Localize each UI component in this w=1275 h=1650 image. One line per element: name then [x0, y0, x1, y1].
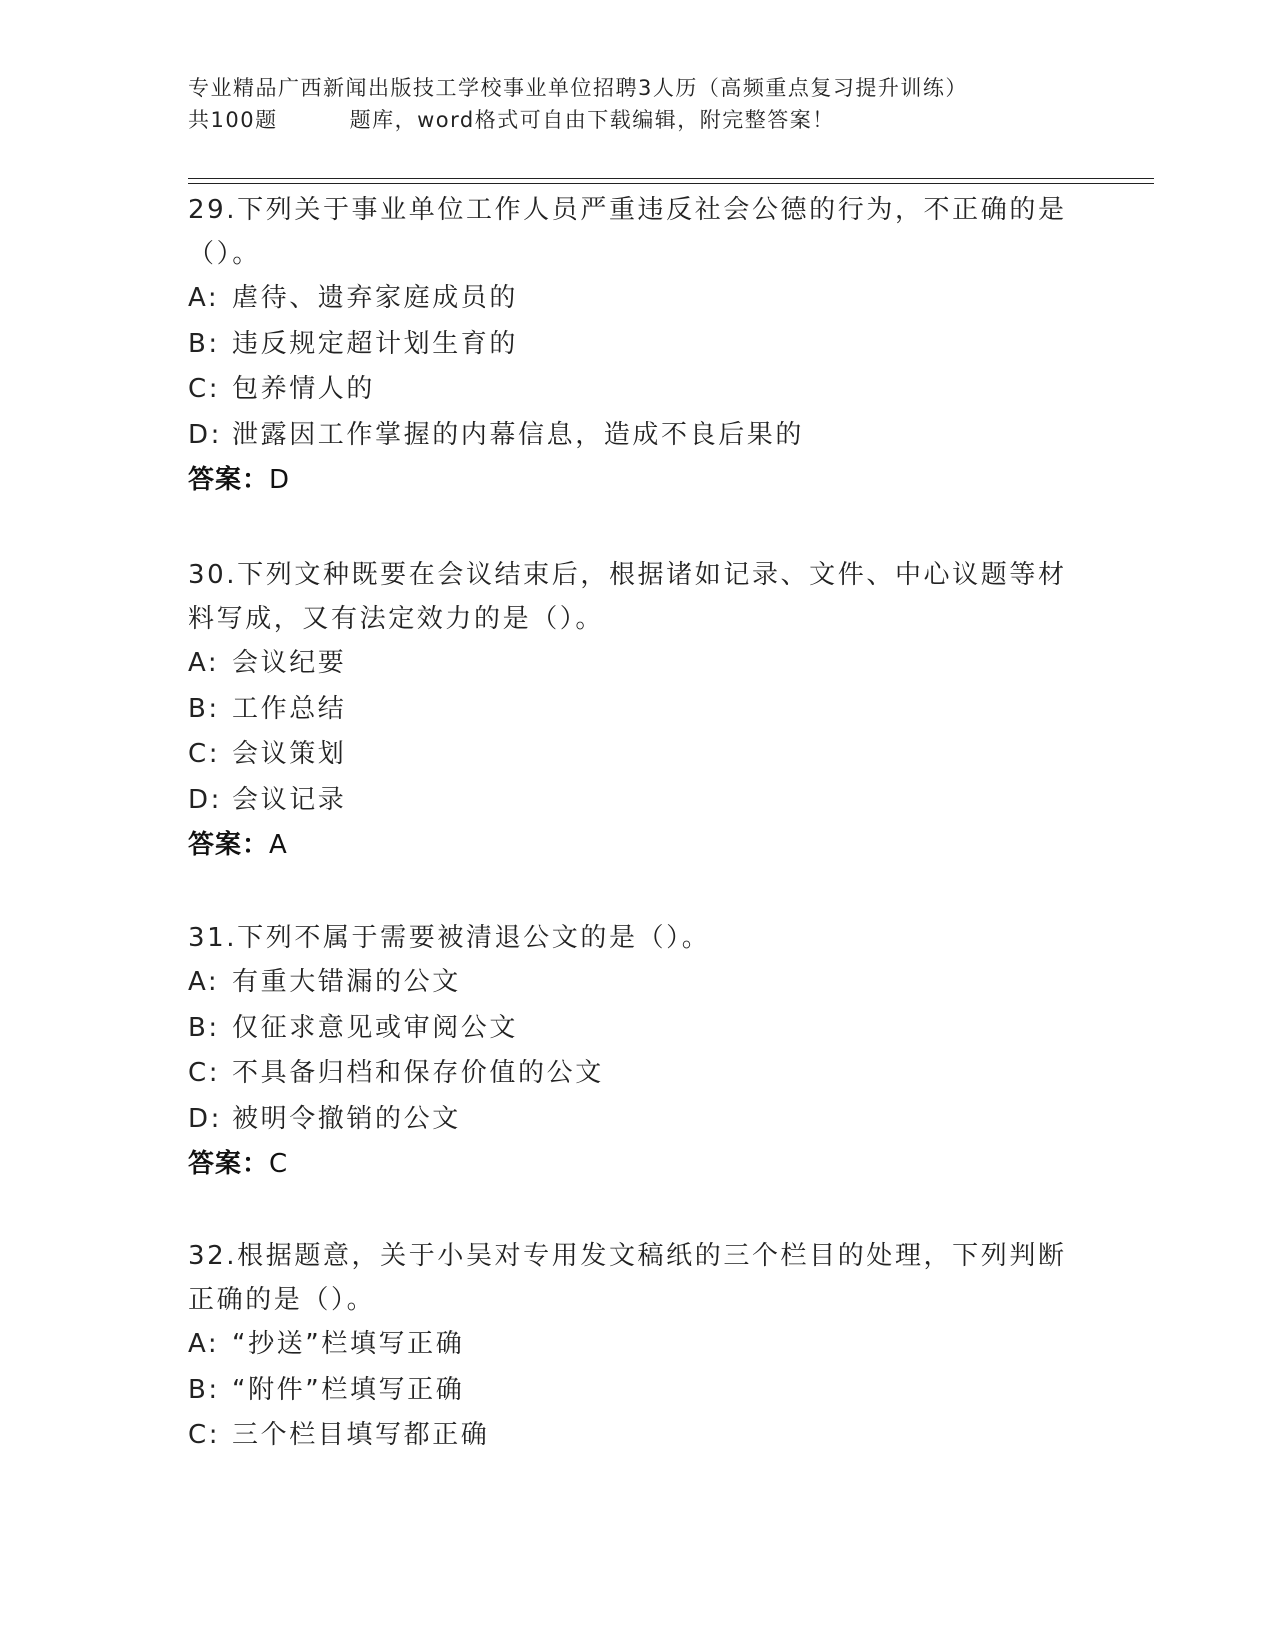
option-key: B:	[188, 693, 220, 724]
option-key: D:	[188, 1103, 222, 1134]
question-31	[188, 916, 1088, 1187]
option-text: 会议策划	[232, 739, 347, 769]
option-text: 虐待、遗弃家庭成员的	[232, 283, 519, 313]
document-header	[188, 72, 1088, 136]
header-rule-bottom	[188, 183, 1154, 184]
answer-line	[188, 458, 1088, 503]
option-b	[188, 1368, 1088, 1414]
option-key: A:	[188, 283, 220, 313]
option-text: 工作总结	[232, 693, 347, 724]
option-text: 违反规定超计划生育的	[232, 328, 519, 359]
option-key: C:	[188, 739, 221, 769]
option-text: 有重大错漏的公文	[232, 967, 461, 997]
header-subtitle-line	[188, 104, 1088, 136]
option-a	[188, 276, 1088, 322]
question-stem: 31.下列不属于需要被清退公文的是（）。	[188, 923, 711, 953]
answer-label: 答案：	[188, 830, 270, 860]
header-title-line: 专业精品广西新闻出版技工学校事业单位招聘3人历（高频重点复习提升训练）	[188, 76, 968, 100]
option-text: 不具备归档和保存价值的公文	[232, 1058, 604, 1088]
question-stem: 32.根据题意，关于小吴对专用发文稿纸的三个栏目的处理，下列判断正确的是（）。	[188, 1241, 1067, 1315]
option-key: C:	[188, 1058, 221, 1088]
option-a	[188, 1322, 1088, 1368]
option-key: C:	[188, 374, 221, 404]
option-text: 三个栏目填写都正确	[232, 1420, 490, 1450]
option-text: 会议纪要	[232, 648, 347, 678]
question-32	[188, 1234, 1088, 1459]
option-c	[188, 1413, 1088, 1459]
answer-value: C	[269, 1149, 289, 1179]
answer-value: D	[269, 465, 291, 495]
option-key: A:	[188, 967, 220, 997]
option-key: C:	[188, 1420, 221, 1450]
answer-line	[188, 1142, 1088, 1187]
option-d	[188, 1097, 1088, 1143]
option-b	[188, 1006, 1088, 1052]
option-d	[188, 413, 1088, 459]
question-stem: 29.下列关于事业单位工作人员严重违反社会公德的行为，不正确的是（）。	[188, 195, 1067, 269]
option-key: A:	[188, 1329, 220, 1359]
option-a	[188, 641, 1088, 687]
question-29	[188, 188, 1088, 503]
answer-label: 答案：	[188, 1149, 270, 1179]
header-rule-top	[188, 178, 1154, 179]
question-stem: 30.下列文种既要在会议结束后，根据诸如记录、文件、中心议题等材料写成，又有法定效力的是（）。	[188, 560, 1067, 634]
answer-line	[188, 823, 1088, 868]
option-c	[188, 1051, 1088, 1097]
option-b	[188, 322, 1088, 368]
option-text: 泄露因工作掌握的内幕信息，造成不良后果的	[232, 419, 805, 450]
option-text: “抄送”栏填写正确	[232, 1329, 465, 1359]
option-a	[188, 960, 1088, 1006]
option-key: D:	[188, 419, 222, 450]
answer-label: 答案：	[188, 465, 270, 495]
option-key: A:	[188, 648, 220, 678]
option-text: “附件”栏填写正确	[232, 1374, 465, 1405]
option-c	[188, 367, 1088, 413]
option-b	[188, 687, 1088, 733]
answer-value: A	[269, 830, 288, 860]
option-key: D:	[188, 784, 222, 815]
option-key: B:	[188, 1374, 220, 1405]
option-key: B:	[188, 1012, 220, 1043]
header-count: 共100题	[188, 108, 278, 132]
option-d	[188, 778, 1088, 824]
option-text: 被明令撤销的公文	[232, 1103, 461, 1134]
option-c	[188, 732, 1088, 778]
header-note: 题库，word格式可自由下载编辑，附完整答案！	[349, 108, 835, 132]
question-30	[188, 553, 1088, 868]
option-text: 仅征求意见或审阅公文	[232, 1012, 519, 1043]
option-text: 会议记录	[232, 784, 347, 815]
option-text: 包养情人的	[232, 374, 376, 404]
option-key: B:	[188, 328, 220, 359]
